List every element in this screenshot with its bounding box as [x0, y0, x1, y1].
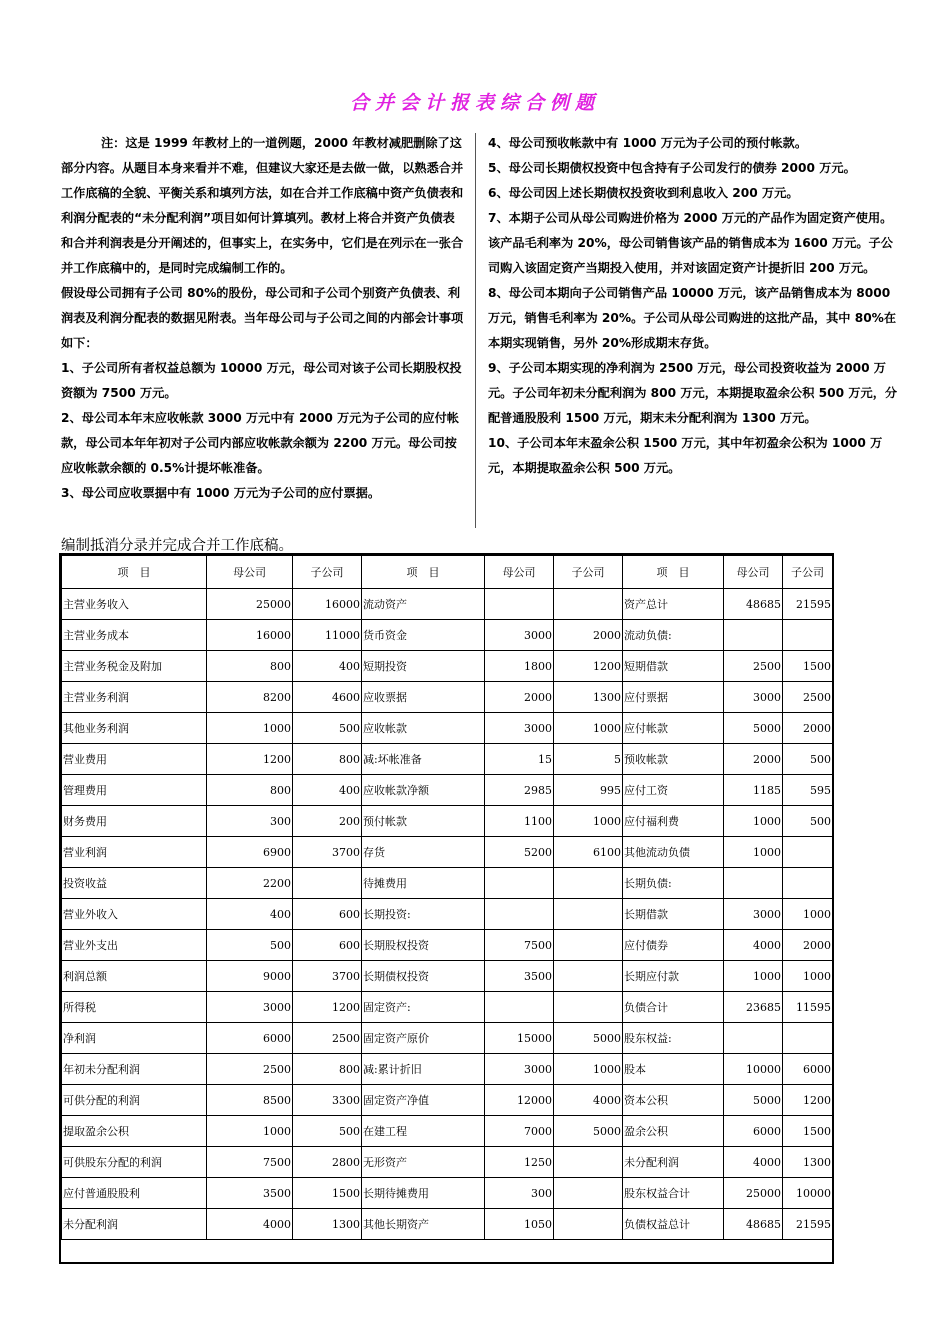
subsidiary-value-cell: 5000: [554, 1023, 623, 1054]
paragraph: 3、母公司应收票据中有 1000 万元为子公司的应付票据。: [61, 486, 381, 500]
subsidiary-value-cell: 500: [783, 744, 833, 775]
subsidiary-value-cell: 995: [554, 775, 623, 806]
subsidiary-value-cell: 3700: [293, 961, 362, 992]
table-row: [62, 744, 833, 775]
subsidiary-value-cell: 1300: [783, 1147, 833, 1178]
item-name-cell: 应付帐款: [623, 713, 724, 744]
parent-value-cell: 15000: [485, 1023, 554, 1054]
subsidiary-value-cell: 16000: [293, 589, 362, 620]
subsidiary-value-cell: [554, 1209, 623, 1240]
parent-value-cell: [485, 589, 554, 620]
paragraph: 2、母公司本年末应收帐款 3000 万元中有 2000 万元为子公司的应付帐款，母公司本年年初对子公司内部应收帐款余额为 2200 万元。母公司按应收帐款余额的 0.5%计提坏帐准备。: [61, 411, 459, 475]
table-row: [62, 1054, 833, 1085]
subsidiary-value-cell: 1000: [783, 961, 833, 992]
left-text-column: [61, 131, 465, 506]
table-row: [62, 1178, 833, 1209]
parent-value-cell: 4000: [724, 930, 783, 961]
item-name-cell: 管理费用: [62, 775, 207, 806]
item-name-cell: 预付帐款: [362, 806, 485, 837]
parent-value-cell: 6000: [724, 1116, 783, 1147]
parent-value-cell: 48685: [724, 1209, 783, 1240]
subsidiary-value-cell: [293, 868, 362, 899]
item-name-cell: 长期待摊费用: [362, 1178, 485, 1209]
subsidiary-value-cell: 21595: [783, 1209, 833, 1240]
parent-value-cell: [724, 868, 783, 899]
subsidiary-value-cell: 2000: [554, 620, 623, 651]
parent-value-cell: 9000: [207, 961, 293, 992]
subsidiary-value-cell: 1000: [554, 713, 623, 744]
parent-value-cell: 8500: [207, 1085, 293, 1116]
paragraph: 假设母公司拥有子公司 80%的股份，母公司和子公司个别资产负债表、利润表及利润分配表的数据见附表。当年母公司与子公司之间的内部会计事项如下：: [61, 286, 464, 350]
item-name-cell: 可供股东分配的利润: [62, 1147, 207, 1178]
table-row: [62, 961, 833, 992]
table-row: [62, 775, 833, 806]
subsidiary-value-cell: 595: [783, 775, 833, 806]
item-name-cell: 其他长期资产: [362, 1209, 485, 1240]
parent-value-cell: 3000: [485, 713, 554, 744]
item-name-cell: 短期投资: [362, 651, 485, 682]
item-name-cell: 应收票据: [362, 682, 485, 713]
item-name-cell: 短期借款: [623, 651, 724, 682]
table-row: [62, 899, 833, 930]
subsidiary-value-cell: 2000: [783, 713, 833, 744]
item-name-cell: 应付工资: [623, 775, 724, 806]
item-name-cell: 应付福利费: [623, 806, 724, 837]
subsidiary-value-cell: [554, 961, 623, 992]
item-name-cell: 流动负债:: [623, 620, 724, 651]
subsidiary-value-cell: 1300: [293, 1209, 362, 1240]
subsidiary-value-cell: 11000: [293, 620, 362, 651]
item-name-cell: 长期股权投资: [362, 930, 485, 961]
financial-table-frame: [59, 553, 834, 1264]
subsidiary-value-cell: 500: [293, 713, 362, 744]
parent-value-cell: 5000: [724, 1085, 783, 1116]
parent-value-cell: [485, 899, 554, 930]
subsidiary-value-cell: 400: [293, 775, 362, 806]
parent-value-cell: 1000: [724, 961, 783, 992]
table-row: [62, 1116, 833, 1147]
item-name-cell: 营业费用: [62, 744, 207, 775]
subsidiary-value-cell: 2800: [293, 1147, 362, 1178]
parent-value-cell: [485, 868, 554, 899]
item-name-cell: 固定资产:: [362, 992, 485, 1023]
parent-value-cell: 25000: [207, 589, 293, 620]
parent-value-cell: 400: [207, 899, 293, 930]
right-text-column: [488, 131, 900, 481]
parent-value-cell: 500: [207, 930, 293, 961]
item-name-cell: 应收帐款净额: [362, 775, 485, 806]
item-name-cell: 营业外收入: [62, 899, 207, 930]
parent-value-cell: 2500: [207, 1054, 293, 1085]
parent-value-cell: [724, 1023, 783, 1054]
item-name-cell: 固定资产原价: [362, 1023, 485, 1054]
table-row: [62, 1085, 833, 1116]
subsidiary-value-cell: [783, 837, 833, 868]
table-row: [62, 1147, 833, 1178]
paragraph: 10、子公司本年末盈余公积 1500 万元，其中年初盈余公积为 1000 万元，本期提取盈余公积 500 万元。: [488, 436, 883, 475]
parent-value-cell: 1250: [485, 1147, 554, 1178]
parent-value-cell: 3500: [485, 961, 554, 992]
item-name-cell: 资产总计: [623, 589, 724, 620]
item-name-cell: 未分配利润: [623, 1147, 724, 1178]
item-name-cell: 主营业务税金及附加: [62, 651, 207, 682]
item-name-cell: 待摊费用: [362, 868, 485, 899]
parent-value-cell: 25000: [724, 1178, 783, 1209]
table-row: [62, 1023, 833, 1054]
item-name-cell: 长期投资:: [362, 899, 485, 930]
subsidiary-value-cell: 5000: [554, 1116, 623, 1147]
parent-value-cell: [485, 992, 554, 1023]
table-row: [62, 651, 833, 682]
parent-value-cell: 6000: [207, 1023, 293, 1054]
table-row: [62, 992, 833, 1023]
item-name-cell: 主营业务利润: [62, 682, 207, 713]
item-name-cell: 净利润: [62, 1023, 207, 1054]
item-name-cell: 利润总额: [62, 961, 207, 992]
subsidiary-value-cell: 1200: [783, 1085, 833, 1116]
subsidiary-value-cell: 800: [293, 1054, 362, 1085]
subsidiary-value-cell: 1500: [783, 1116, 833, 1147]
item-name-cell: 主营业务收入: [62, 589, 207, 620]
parent-value-cell: 4000: [207, 1209, 293, 1240]
parent-value-cell: 2000: [485, 682, 554, 713]
parent-value-cell: 8200: [207, 682, 293, 713]
parent-value-cell: 2500: [724, 651, 783, 682]
subsidiary-value-cell: 1000: [783, 899, 833, 930]
subsidiary-value-cell: 2000: [783, 930, 833, 961]
item-name-cell: 年初未分配利润: [62, 1054, 207, 1085]
item-name-cell: 无形资产: [362, 1147, 485, 1178]
subsidiary-value-cell: [783, 1023, 833, 1054]
item-name-cell: 主营业务成本: [62, 620, 207, 651]
table-row: [62, 837, 833, 868]
header-cell: 子公司: [293, 556, 362, 589]
table-row: [62, 620, 833, 651]
item-name-cell: 长期负债:: [623, 868, 724, 899]
parent-value-cell: 1050: [485, 1209, 554, 1240]
subsidiary-value-cell: [554, 992, 623, 1023]
header-cell: 母公司: [724, 556, 783, 589]
subsidiary-value-cell: 800: [293, 744, 362, 775]
subsidiary-value-cell: 1500: [293, 1178, 362, 1209]
parent-value-cell: 300: [207, 806, 293, 837]
item-name-cell: 应付债券: [623, 930, 724, 961]
paragraph: 7、本期子公司从母公司购进价格为 2000 万元的产品作为固定资产使用。该产品毛利率为 20%，母公司销售该产品的销售成本为 1600 万元。子公司购入该固定资产当期投入使用，并对该固定资产计提折旧 200 万元。: [488, 211, 893, 275]
table-body: [62, 589, 833, 1240]
subsidiary-value-cell: [554, 930, 623, 961]
item-name-cell: 股本: [623, 1054, 724, 1085]
parent-value-cell: 800: [207, 775, 293, 806]
paragraph: 4、母公司预收帐款中有 1000 万元为子公司的预付帐款。: [488, 136, 808, 150]
subsidiary-value-cell: 600: [293, 899, 362, 930]
subsidiary-value-cell: 500: [783, 806, 833, 837]
parent-value-cell: 16000: [207, 620, 293, 651]
subsidiary-value-cell: [783, 620, 833, 651]
paragraph: 注：这是 1999 年教材上的一道例题，2000 年教材减肥删除了这部分内容。从题目本身来看并不难，但建议大家还是去做一做，以熟悉合并工作底稿的全貌、平衡关系和填列方法，如在合并工作底稿中资产负债表和利润分配表的“未分配利润”项目如何计算填列。教材上将合并资产负债表和合并利润表是分开阐述的，但事实上，在实务中，它们是在列示在一张合并工作底稿中的，是同时完成编制工作的。: [61, 136, 464, 275]
table-row: [62, 868, 833, 899]
table-caption: 编制抵消分录并完成合并工作底稿。: [61, 538, 293, 554]
parent-value-cell: 1000: [724, 806, 783, 837]
parent-value-cell: 5200: [485, 837, 554, 868]
header-cell: 项 目: [362, 556, 485, 589]
item-name-cell: 盈余公积: [623, 1116, 724, 1147]
subsidiary-value-cell: [554, 899, 623, 930]
paragraph: 1、子公司所有者权益总额为 10000 万元，母公司对该子公司长期股权投资额为 7500 万元。: [61, 361, 462, 400]
item-name-cell: 营业利润: [62, 837, 207, 868]
item-name-cell: 长期借款: [623, 899, 724, 930]
subsidiary-value-cell: [554, 868, 623, 899]
subsidiary-value-cell: 1000: [554, 1054, 623, 1085]
parent-value-cell: 1000: [724, 837, 783, 868]
subsidiary-value-cell: 200: [293, 806, 362, 837]
table-row: [62, 1209, 833, 1240]
parent-value-cell: 3500: [207, 1178, 293, 1209]
table-row: [62, 589, 833, 620]
table-row: [62, 713, 833, 744]
item-name-cell: 存货: [362, 837, 485, 868]
subsidiary-value-cell: 6100: [554, 837, 623, 868]
parent-value-cell: 48685: [724, 589, 783, 620]
item-name-cell: 应付票据: [623, 682, 724, 713]
subsidiary-value-cell: [554, 1147, 623, 1178]
header-cell: 子公司: [783, 556, 833, 589]
parent-value-cell: 23685: [724, 992, 783, 1023]
subsidiary-value-cell: 11595: [783, 992, 833, 1023]
parent-value-cell: 2200: [207, 868, 293, 899]
table-row: [62, 682, 833, 713]
parent-value-cell: 7500: [207, 1147, 293, 1178]
subsidiary-value-cell: 4000: [554, 1085, 623, 1116]
parent-value-cell: 7000: [485, 1116, 554, 1147]
header-cell: 项 目: [623, 556, 724, 589]
paragraph: 5、母公司长期债权投资中包含持有子公司发行的债券 2000 万元。: [488, 161, 856, 175]
item-name-cell: 货币资金: [362, 620, 485, 651]
subsidiary-value-cell: 4600: [293, 682, 362, 713]
paragraph: 8、母公司本期向子公司销售产品 10000 万元，该产品销售成本为 8000 万元，销售毛利率为 20%。子公司从母公司购进的这批产品，其中 80%在本期实现销售，另外 20%形成期末存货。: [488, 286, 897, 350]
item-name-cell: 应付普通股股利: [62, 1178, 207, 1209]
subsidiary-value-cell: 600: [293, 930, 362, 961]
item-name-cell: 所得税: [62, 992, 207, 1023]
parent-value-cell: 3000: [207, 992, 293, 1023]
item-name-cell: 在建工程: [362, 1116, 485, 1147]
subsidiary-value-cell: 6000: [783, 1054, 833, 1085]
parent-value-cell: 2985: [485, 775, 554, 806]
subsidiary-value-cell: 500: [293, 1116, 362, 1147]
parent-value-cell: 800: [207, 651, 293, 682]
item-name-cell: 其他业务利润: [62, 713, 207, 744]
subsidiary-value-cell: 1000: [554, 806, 623, 837]
subsidiary-value-cell: 2500: [783, 682, 833, 713]
parent-value-cell: 3000: [724, 899, 783, 930]
parent-value-cell: 3000: [485, 1054, 554, 1085]
parent-value-cell: 7500: [485, 930, 554, 961]
subsidiary-value-cell: 400: [293, 651, 362, 682]
item-name-cell: 投资收益: [62, 868, 207, 899]
subsidiary-value-cell: 3300: [293, 1085, 362, 1116]
item-name-cell: 减:坏帐准备: [362, 744, 485, 775]
parent-value-cell: 4000: [724, 1147, 783, 1178]
item-name-cell: 股东权益:: [623, 1023, 724, 1054]
financial-table: [61, 555, 833, 1240]
header-cell: 子公司: [554, 556, 623, 589]
parent-value-cell: 1185: [724, 775, 783, 806]
parent-value-cell: 1000: [207, 713, 293, 744]
subsidiary-value-cell: [554, 1178, 623, 1209]
paragraph: 9、子公司本期实现的净利润为 2500 万元，母公司投资收益为 2000 万元。子公司年初未分配利润为 800 万元，本期提取盈余公积 500 万元，分配普通股股利 1500 万元，期末未分配利润为 1300 万元。: [488, 361, 898, 425]
item-name-cell: 其他流动负债: [623, 837, 724, 868]
parent-value-cell: 6900: [207, 837, 293, 868]
parent-value-cell: 3000: [724, 682, 783, 713]
item-name-cell: 未分配利润: [62, 1209, 207, 1240]
item-name-cell: 提取盈余公积: [62, 1116, 207, 1147]
subsidiary-value-cell: [783, 868, 833, 899]
header-cell: 母公司: [485, 556, 554, 589]
parent-value-cell: [724, 620, 783, 651]
item-name-cell: 长期应付款: [623, 961, 724, 992]
item-name-cell: 长期债权投资: [362, 961, 485, 992]
parent-value-cell: 5000: [724, 713, 783, 744]
subsidiary-value-cell: 3700: [293, 837, 362, 868]
parent-value-cell: 15: [485, 744, 554, 775]
parent-value-cell: 3000: [485, 620, 554, 651]
header-cell: 母公司: [207, 556, 293, 589]
subsidiary-value-cell: 1500: [783, 651, 833, 682]
table-row: [62, 930, 833, 961]
subsidiary-value-cell: 1200: [554, 651, 623, 682]
parent-value-cell: 1000: [207, 1116, 293, 1147]
subsidiary-value-cell: 1300: [554, 682, 623, 713]
item-name-cell: 负债合计: [623, 992, 724, 1023]
parent-value-cell: 10000: [724, 1054, 783, 1085]
parent-value-cell: 2000: [724, 744, 783, 775]
document-title: 合并会计报表综合例题: [349, 92, 600, 114]
table-header-row: [62, 556, 833, 589]
item-name-cell: 可供分配的利润: [62, 1085, 207, 1116]
subsidiary-value-cell: [554, 589, 623, 620]
item-name-cell: 负债权益总计: [623, 1209, 724, 1240]
subsidiary-value-cell: 1200: [293, 992, 362, 1023]
item-name-cell: 资本公积: [623, 1085, 724, 1116]
item-name-cell: 财务费用: [62, 806, 207, 837]
item-name-cell: 固定资产净值: [362, 1085, 485, 1116]
parent-value-cell: 1800: [485, 651, 554, 682]
item-name-cell: 减:累计折旧: [362, 1054, 485, 1085]
subsidiary-value-cell: 21595: [783, 589, 833, 620]
item-name-cell: 应收帐款: [362, 713, 485, 744]
subsidiary-value-cell: 10000: [783, 1178, 833, 1209]
parent-value-cell: 12000: [485, 1085, 554, 1116]
subsidiary-value-cell: 5: [554, 744, 623, 775]
table-row: [62, 806, 833, 837]
item-name-cell: 股东权益合计: [623, 1178, 724, 1209]
parent-value-cell: 1100: [485, 806, 554, 837]
parent-value-cell: 300: [485, 1178, 554, 1209]
paragraph: 6、母公司因上述长期债权投资收到利息收入 200 万元。: [488, 186, 799, 200]
header-cell: 项 目: [62, 556, 207, 589]
column-divider: [475, 133, 476, 528]
subsidiary-value-cell: 2500: [293, 1023, 362, 1054]
item-name-cell: 预收帐款: [623, 744, 724, 775]
parent-value-cell: 1200: [207, 744, 293, 775]
item-name-cell: 营业外支出: [62, 930, 207, 961]
item-name-cell: 流动资产: [362, 589, 485, 620]
